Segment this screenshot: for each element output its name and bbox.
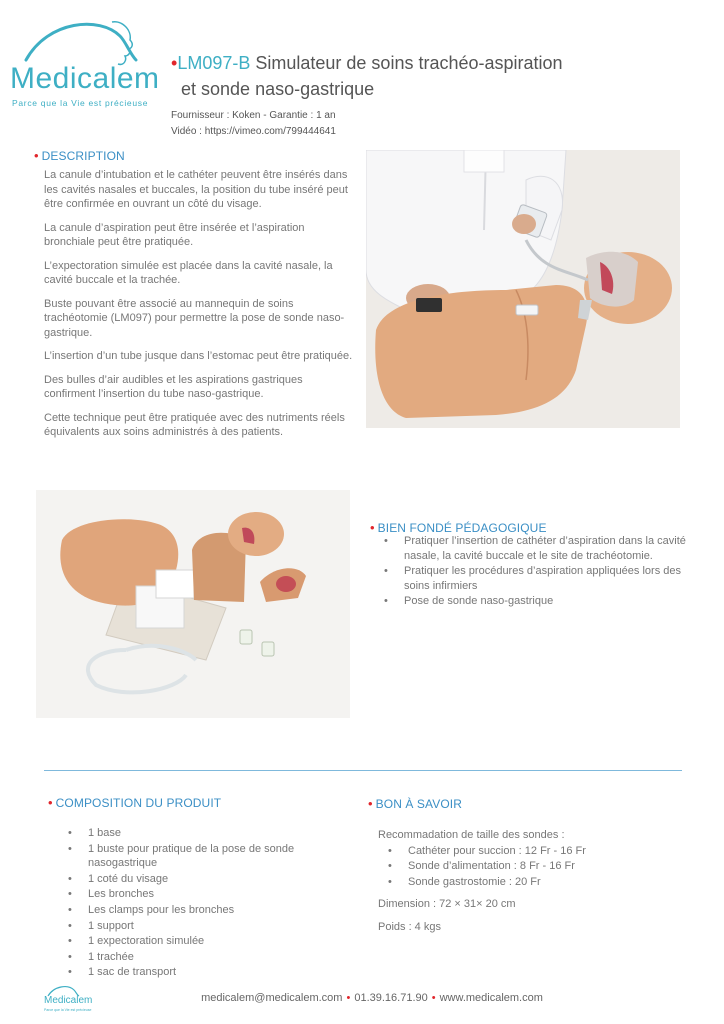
product-photo-in-use <box>366 150 680 428</box>
description-heading-text: DESCRIPTION <box>41 149 125 163</box>
probe-size-item: • Cathéter pour succion : 12 Fr - 16 Fr <box>378 844 678 859</box>
pedagogy-item: • Pratiquer les procédures d’aspiration appliquées lors des soins infirmiers <box>380 564 690 593</box>
composition-item: • 1 trachée <box>64 950 354 965</box>
composition-item: • 1 coté du visage <box>64 872 354 887</box>
footer-phone[interactable]: 01.39.16.71.90 <box>354 992 428 1004</box>
composition-item: • Les clamps pour les bronches <box>64 903 354 918</box>
footer-website[interactable]: www.medicalem.com <box>439 992 543 1004</box>
description-paragraph: Cette technique peut être pratiquée avec des nutriments réels équivalents aux soins administrés à des patients. <box>44 411 345 438</box>
good-to-know-heading-text: BON À SAVOIR <box>375 797 462 811</box>
title-bullet: • <box>171 53 178 73</box>
company-logo <box>8 14 168 106</box>
section-divider <box>44 770 682 771</box>
product-title <box>171 50 631 102</box>
description-paragraph: L’insertion d’un tube jusque dans l’estomac peut être pratiquée. <box>44 350 353 362</box>
product-photo-kit <box>36 490 350 718</box>
footer-separator: • <box>346 992 351 1004</box>
good-to-know-body <box>378 828 678 934</box>
footer-logo-brand: Medicalem <box>44 995 93 1006</box>
composition-item: • 1 sac de transport <box>64 965 354 980</box>
footer-logo-tagline: Parce que la Vie est précieuse <box>44 1008 92 1012</box>
heading-bullet: • <box>48 795 53 810</box>
heading-bullet: • <box>370 520 375 535</box>
description-paragraph: La canule d’intubation et le cathéter peuvent être insérés dans les cavités nasales et buccales, la position du tube inséré peut être confirmée en ouvrant un côté du visage. <box>44 169 348 210</box>
pedagogy-list <box>380 534 690 610</box>
probe-size-lead: Recommadation de taille des sondes : <box>378 829 565 841</box>
footer-email[interactable]: medicalem@medicalem.com <box>201 992 343 1004</box>
product-title-line1: Simulateur de soins trachéo-aspiration <box>255 53 563 73</box>
logo-brand-text: Medicalem <box>10 62 160 95</box>
probe-size-item: • Sonde gastrostomie : 20 Fr <box>378 875 678 890</box>
footer-contact <box>0 992 724 1004</box>
description-heading <box>34 148 125 163</box>
composition-item: • 1 support <box>64 919 354 934</box>
product-title-line2: et sonde naso-gastrique <box>181 79 375 99</box>
product-weight: Poids : 4 kgs <box>378 920 441 933</box>
product-dimension: Dimension : 72 × 31× 20 cm <box>378 898 516 910</box>
supplier-info: Fournisseur : Koken - Garantie : 1 an <box>171 110 336 121</box>
composition-heading-text: COMPOSITION DU PRODUIT <box>55 796 222 810</box>
composition-item: • 1 base <box>64 826 354 841</box>
description-body <box>44 168 356 449</box>
pedagogy-heading <box>370 520 547 535</box>
pedagogy-heading-text: BIEN FONDÉ PÉDAGOGIQUE <box>377 521 547 535</box>
footer-separator: • <box>431 992 436 1004</box>
composition-list <box>64 826 354 981</box>
probe-size-item: • Sonde d’alimentation : 8 Fr - 16 Fr <box>378 859 678 874</box>
description-paragraph: Des bulles d’air audibles et les aspirations gastriques confirment l’insertion du tube naso-gastrique. <box>44 373 303 400</box>
heading-bullet: • <box>34 148 39 163</box>
composition-item: • 1 buste pour pratique de la pose de sonde nasogastrique <box>64 842 354 871</box>
description-paragraph: Buste pouvant être associé au mannequin de soins trachéotomie (LM097) pour permettre la pose de sonde naso-gastrique. <box>44 297 345 339</box>
composition-item: • 1 expectoration simulée <box>64 934 354 949</box>
product-code: LM097-B <box>177 53 251 73</box>
logo-tagline: Parce que la Vie est précieuse <box>12 98 149 108</box>
pedagogy-item: • Pose de sonde naso-gastrique <box>380 594 690 609</box>
description-paragraph: L’expectoration simulée est placée dans la cavité nasale, la cavité buccale et la trachée. <box>44 259 333 286</box>
good-to-know-heading <box>368 796 462 811</box>
pedagogy-item: • Pratiquer l’insertion de cathéter d’aspiration dans la cavité nasale, la cavité buccale et le site de trachéotomie. <box>380 534 690 563</box>
heading-bullet: • <box>368 796 373 811</box>
product-meta <box>171 108 336 140</box>
composition-item: • Les bronches <box>64 887 354 902</box>
composition-heading <box>48 795 221 810</box>
description-paragraph: La canule d’aspiration peut être insérée et l’aspiration bronchiale peut être pratiquée. <box>44 221 305 248</box>
video-link[interactable]: Vidéo : https://vimeo.com/799444641 <box>171 126 336 137</box>
